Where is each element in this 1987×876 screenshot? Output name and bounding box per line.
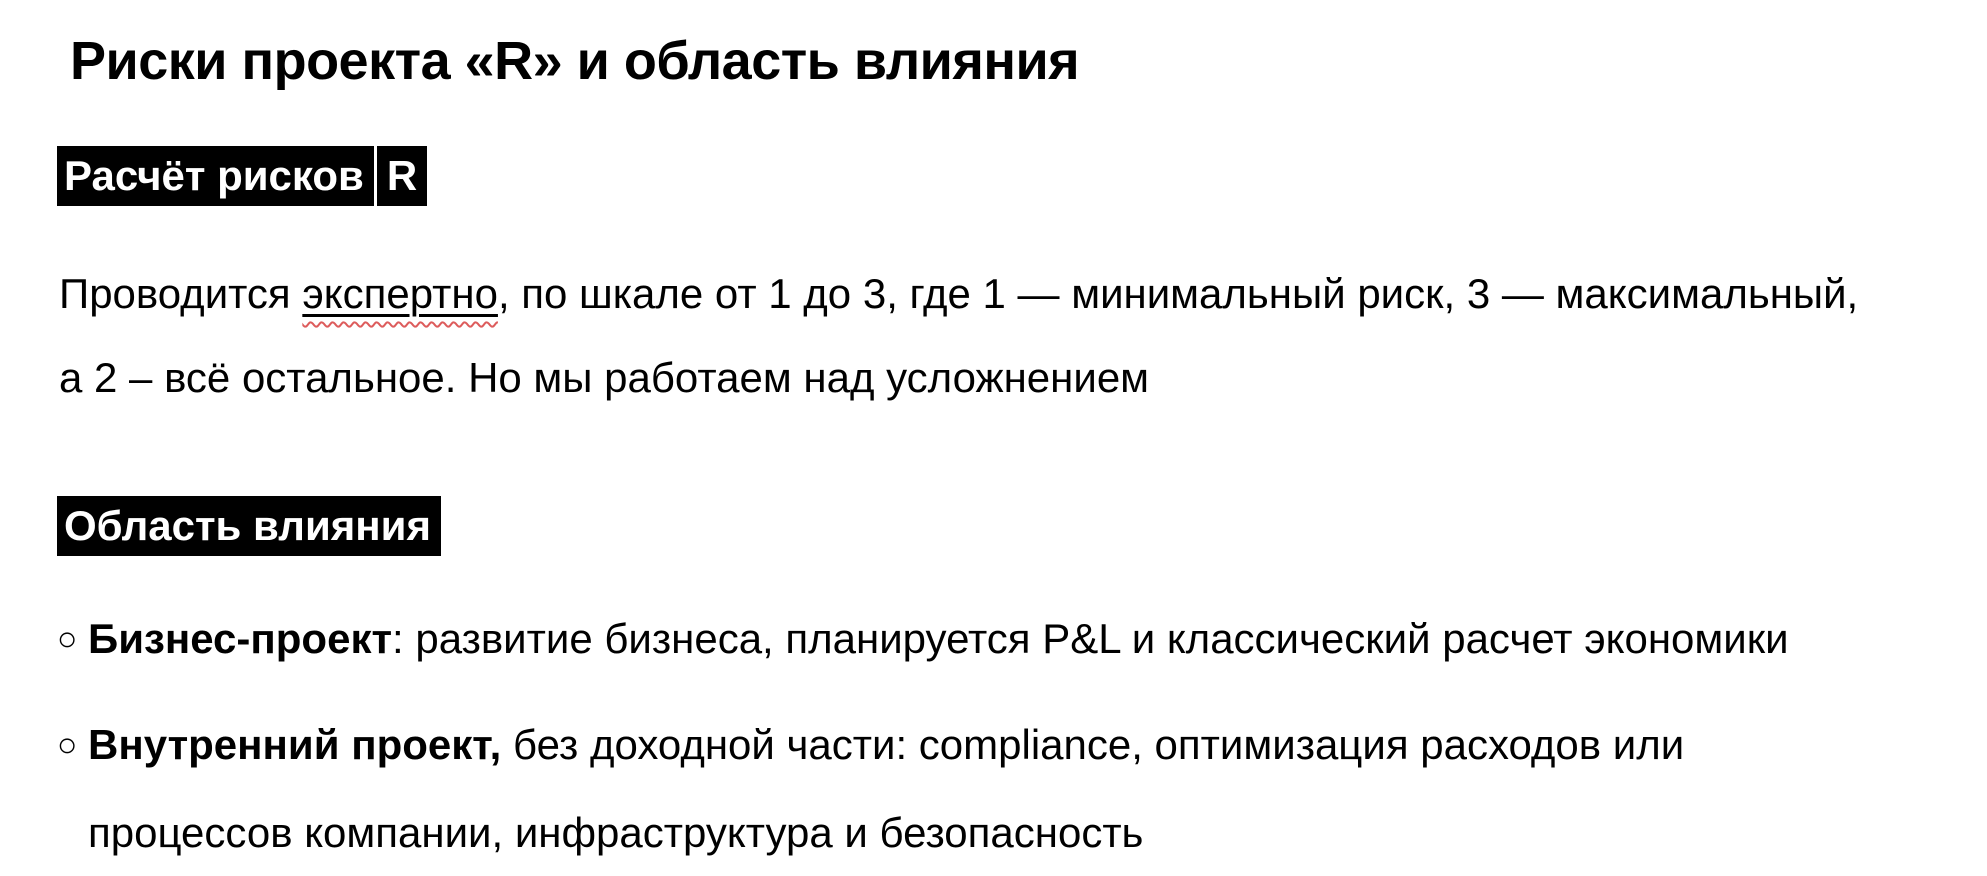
list-item [57,701,1789,876]
list-item-content [88,595,1789,683]
list-item-line [88,595,1789,683]
circle-bullet-icon: ○ [57,620,78,658]
highlighted-heading-suffix: R [377,146,427,206]
section-heading-risk-calc [57,146,427,206]
paragraph-line: а 2 – всё остальное. Но мы работаем над усложнением [59,354,1150,401]
list-item-text: : развитие бизнеса, планируется P&L и классический расчет экономики [392,615,1789,662]
list-item-bold-lead: Бизнес-проект [88,615,393,662]
influence-list [57,595,1789,876]
paragraph-line [59,252,1858,336]
list-item-bold-lead: Внутренний проект, [88,721,502,768]
list-item-content [88,701,1789,876]
underlined-word: экспертно [302,270,498,317]
risk-paragraph [59,252,1858,420]
paragraph-run: , по шкале от 1 до 3, где 1 — минимальный риск, 3 — максимальный, [497,270,1859,317]
page-title: Риски проекта «R» и область влияния [70,31,1080,91]
circle-bullet-icon: ○ [57,726,78,764]
highlighted-heading-text: Область влияния [57,496,441,556]
list-item-text: без доходной части: compliance, оптимизация расходов или [501,721,1685,768]
paragraph-run: Проводится [59,270,303,317]
list-item-line [88,701,1789,789]
section-heading-influence [57,496,441,556]
list-item [57,595,1789,683]
highlighted-heading-text: Расчёт рисков [57,146,374,206]
list-item-line: процессов компании, инфраструктура и безопасность [88,809,1144,856]
spellcheck-squiggle [302,270,498,317]
